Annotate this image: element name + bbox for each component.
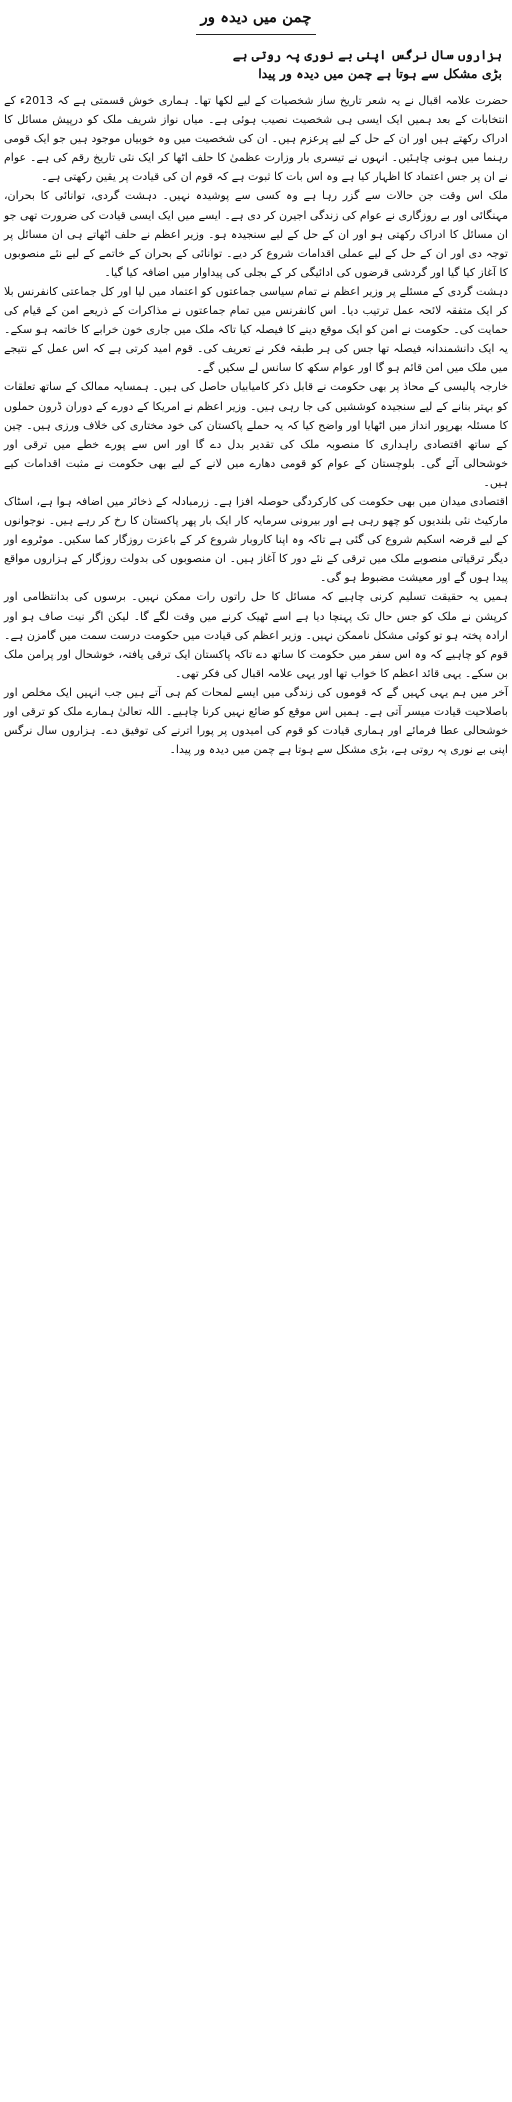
article-paragraph: خارجہ پالیسی کے محاذ پر بھی حکومت نے قابل ذکر کامیابیاں حاصل کی ہیں۔ ہمسایہ ممالک کے ساتھ تعلقات کو بہتر بنانے کے لیے سنجیدہ کوششیں کی جا رہی ہیں۔ وزیر اعظم نے امریکا کے دورے کے دوران ڈرون حملوں کا مسئلہ بھرپور انداز میں اٹھایا اور واضح کیا کہ یہ حملے پاکستان کی خود مختاری کی خلاف ورزی ہیں۔ چین کے ساتھ اقتصادی راہداری کا منصوبہ ملک کی تقدیر بدل دے گا اور اس سے پورے خطے میں ترقی اور خوشحالی آئے گی۔ بلوچستان کے عوام کو قومی دھارے میں لانے کے لیے بھی حکومت نے مثبت اقدامات کیے ہیں۔: [4, 380, 508, 489]
article-paragraph: ملک اس وقت جن حالات سے گزر رہا ہے وہ کسی سے پوشیدہ نہیں۔ دہشت گردی، توانائی کا بحران، مہنگائی اور بے روزگاری نے عوام کی زندگی اجیرن کر دی ہے۔ ایسے میں ایک ایسی قیادت کی ضرورت تھی جو ان مسائل کا ادراک رکھتی ہو اور ان کے حل کے لیے سنجیدہ ہو۔ وزیر اعظم نے حلف اٹھاتے ہی ان مسائل پر توجہ دی اور ان کے حل کے لیے عملی اقدامات شروع کر دیے۔ توانائی کے بحران کے خاتمے کے لیے نئے منصوبوں کا آغاز کیا گیا اور گردشی قرضوں کی ادائیگی کر کے بجلی کی پیداوار میں اضافہ کیا گیا۔: [4, 189, 508, 279]
article-body: [4, 91, 508, 759]
article-paragraph: ہمیں یہ حقیقت تسلیم کرنی چاہیے کہ مسائل کا حل راتوں رات ممکن نہیں۔ برسوں کی بدانتظامی اور کرپشن نے ملک کو جس حال تک پہنچا دیا ہے اسے ٹھیک کرنے میں وقت لگے گا۔ لیکن اگر نیت صاف ہو اور ارادہ پختہ ہو تو کوئی مشکل ناممکن نہیں۔ وزیر اعظم کی قیادت میں حکومت درست سمت میں گامزن ہے۔ قوم کو چاہیے کہ وہ اس سفر میں حکومت کا ساتھ دے تاکہ پاکستان ایک ترقی یافتہ، خوشحال اور پرامن ملک بن سکے۔ یہی قائد اعظم کا خواب تھا اور یہی علامہ اقبال کی فکر تھی۔: [4, 590, 508, 680]
article-paragraph: حضرت علامہ اقبال نے یہ شعر تاریخ ساز شخصیات کے لیے لکھا تھا۔ ہماری خوش قسمتی ہے کہ 2013ء کے انتخابات کے بعد ہمیں ایک ایسی ہی شخصیت نصیب ہوئی ہے۔ میاں نواز شریف ملک کو درپیش مسائل کا ادراک رکھتے ہیں اور ان کے حل کے لیے پرعزم ہیں۔ ان کی شخصیت میں وہ خوبیاں موجود ہیں جو ایک قومی رہنما میں ہونی چاہئیں۔ انہوں نے تیسری بار وزارت عظمیٰ کا حلف اٹھا کر ایک نئی تاریخ رقم کی ہے۔ عوام نے ان پر جس اعتماد کا اظہار کیا ہے وہ اس بات کا ثبوت ہے کہ قوم ان کی قیادت پر یقین رکھتی ہے۔: [4, 94, 508, 184]
headline-underline: [196, 34, 316, 35]
article-headline: چمن میں دیدہ ور: [200, 8, 312, 26]
article-paragraph: اقتصادی میدان میں بھی حکومت کی کارکردگی حوصلہ افزا ہے۔ زرمبادلہ کے ذخائر میں اضافہ ہوا ہے، اسٹاک مارکیٹ نئی بلندیوں کو چھو رہی ہے اور بیرونی سرمایہ کار ایک بار پھر پاکستان کا رخ کر رہے ہیں۔ نوجوانوں کے لیے قرضہ اسکیم شروع کی گئی ہے تاکہ وہ اپنا کاروبار شروع کر کے باعزت روزگار کما سکیں۔ موٹروے اور دیگر ترقیاتی منصوبے ملک میں ترقی کے نئے دور کا آغاز ہیں۔ ان منصوبوں کی بدولت روزگار کے ہزاروں مواقع پیدا ہوں گے اور معیشت مضبوط ہو گی۔: [4, 494, 508, 585]
verse-line: ہزاروں سال نرگس اپنی بے نوری پہ روتی ہے: [232, 47, 502, 62]
article-paragraph: دہشت گردی کے مسئلے پر وزیر اعظم نے تمام سیاسی جماعتوں کو اعتماد میں لیا اور کل جماعتی کانفرنس بلا کر ایک متفقہ لائحہ عمل ترتیب دیا۔ اس کانفرنس میں تمام جماعتوں نے مذاکرات کے ذریعے امن کے قیام کی حمایت کی۔ حکومت نے امن کو ایک موقع دینے کا فیصلہ کیا تاکہ ملک میں جاری خون خرابے کا خاتمہ ہو سکے۔ یہ ایک دانشمندانہ فیصلہ تھا جس کی ہر طبقہ فکر نے تعریف کی۔ قوم امید کرتی ہے کہ اس عمل کے نتیجے میں ملک میں امن قائم ہو گا اور عوام سکھ کا سانس لے سکیں گے۔: [4, 284, 508, 375]
article-paragraph: آخر میں ہم یہی کہیں گے کہ قوموں کی زندگی میں ایسے لمحات کم ہی آتے ہیں جب انہیں ایک مخلص اور باصلاحیت قیادت میسر آتی ہے۔ ہمیں اس موقع کو ضائع نہیں کرنا چاہیے۔ اللہ تعالیٰ ہمارے ملک کو ترقی اور خوشحالی عطا فرمائے اور ہماری قیادت کو قوم کی امیدوں پر پورا اترنے کی توفیق دے۔ ہزاروں سال نرگس اپنی بے نوری پہ روتی ہے، بڑی مشکل سے ہوتا ہے چمن میں دیدہ ور پیدا۔: [4, 685, 508, 757]
verse-line: بڑی مشکل سے ہوتا ہے چمن میں دیدہ ور پیدا: [258, 66, 502, 81]
opening-verse: [4, 45, 502, 83]
